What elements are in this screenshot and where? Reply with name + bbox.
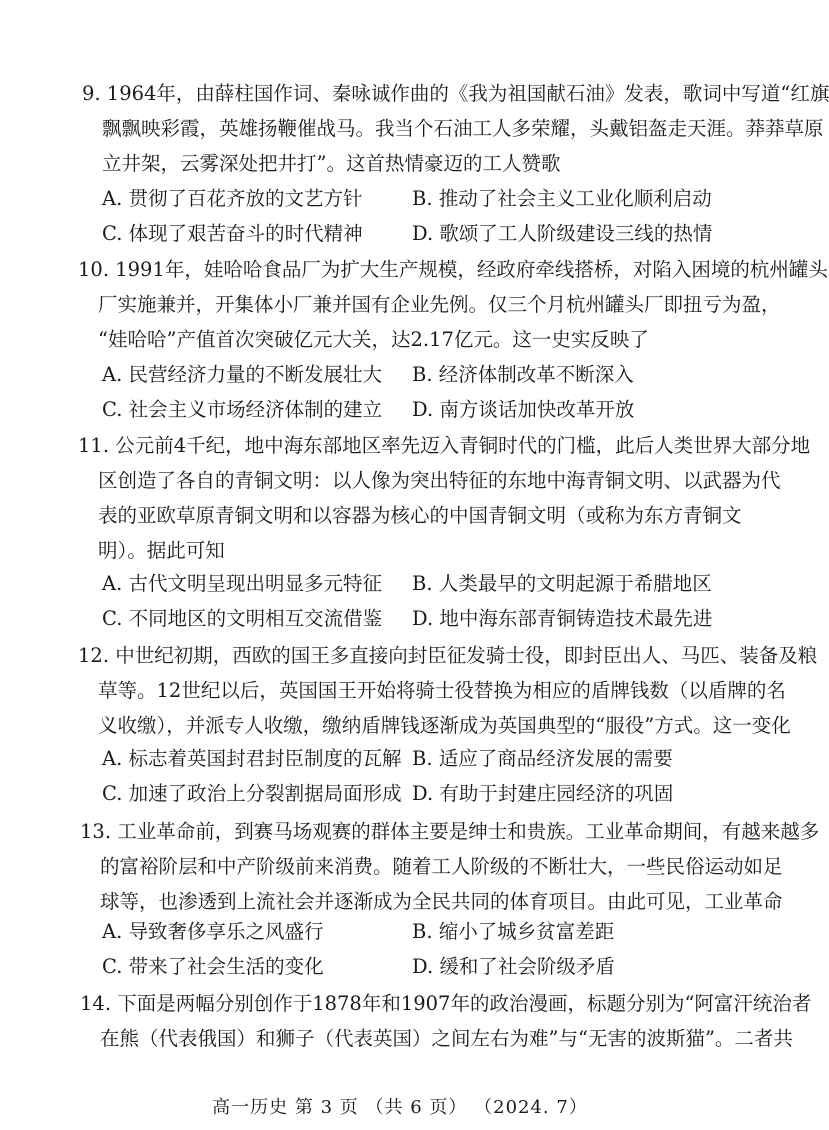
- question-10-line-3: “娃哈哈”产值首次突破亿元大关，达2.17亿元。这一史实反映了: [98, 328, 649, 351]
- question-9-line-1: 9. 1964年，由薛柱国作词、秦咏诚作曲的《我为祖国献石油》发表，歌词中写道“红旗: [82, 82, 829, 105]
- option-d: D. 南方谈话加快改革开放: [412, 398, 635, 421]
- question-11-line-1: 11. 公元前4千纪，地中海东部地区率先迈入青铜时代的门槛，此后人类世界大部分地: [78, 434, 811, 457]
- question-13: [80, 814, 820, 919]
- question-10-options: [102, 357, 742, 427]
- option-row: [102, 566, 742, 601]
- question-13-line-3: 球等，也渗透到上流社会并逐渐成为全民共同的体育项目。由此可见，工业革命: [100, 890, 783, 913]
- option-d: D. 有助于封建庄园经济的巩固: [412, 782, 674, 805]
- question-14-line-2: 在熊（代表俄国）和狮子（代表英国）之间左右为难”与“无害的波斯猫”。二者共: [100, 1027, 793, 1050]
- option-row: [102, 776, 742, 811]
- question-9: [82, 76, 829, 181]
- question-9-line-3: 立井架，云雾深处把井打”。这首热情豪迈的工人赞歌: [102, 152, 561, 175]
- question-10-line-1: 10. 1991年，娃哈哈食品厂为扩大生产规模，经政府牵线搭桥，对陷入困境的杭州罐头: [78, 258, 828, 281]
- option-c: C. 不同地区的文明相互交流借鉴: [102, 607, 383, 630]
- option-c: C. 体现了艰苦奋斗的时代精神: [102, 222, 363, 245]
- option-d: D. 缓和了社会阶级矛盾: [412, 955, 615, 978]
- option-c: C. 社会主义市场经济体制的建立: [102, 398, 383, 421]
- option-d: D. 歌颂了工人阶级建设三线的热情: [412, 222, 713, 245]
- question-14-line-1: 14. 下面是两幅分别创作于1878年和1907年的政治漫画，标题分别为“阿富汗统治者: [80, 992, 812, 1015]
- question-11-line-2: 区创造了各自的青铜文明：以人像为突出特征的东地中海青铜文明、以武器为代: [98, 469, 781, 492]
- question-9-line-2: 飘飘映彩霞，英雄扬鞭催战马。我当个石油工人多荣耀，头戴铝盔走天涯。莽莽草原: [102, 117, 824, 140]
- question-11-line-3: 表的亚欧草原青铜文明和以容器为核心的中国青铜文明（或称为东方青铜文: [98, 504, 742, 527]
- option-b: B. 缩小了城乡贫富差距: [412, 920, 615, 943]
- option-b: B. 人类最早的文明起源于希腊地区: [412, 572, 712, 595]
- question-9-options: [102, 181, 742, 251]
- question-14: [80, 986, 812, 1056]
- option-a: A. 导致奢侈享乐之风盛行: [102, 920, 324, 943]
- option-b: B. 推动了社会主义工业化顺利启动: [412, 187, 712, 210]
- option-row: [102, 914, 742, 949]
- question-12-line-3: 义收缴），并派专人收缴，缴纳盾牌钱逐渐成为英国典型的“服役”方式。这一变化: [98, 714, 791, 737]
- option-c: C. 带来了社会生活的变化: [102, 955, 324, 978]
- option-b: B. 经济体制改革不断深入: [412, 363, 634, 386]
- question-11-options: [102, 566, 742, 636]
- question-10: [78, 252, 828, 357]
- option-a: A. 标志着英国封君封臣制度的瓦解: [102, 747, 402, 770]
- option-row: [102, 741, 742, 776]
- option-row: [102, 601, 742, 636]
- question-13-options: [102, 914, 742, 984]
- option-a: A. 古代文明呈现出明显多元特征: [102, 572, 382, 595]
- option-row: [102, 392, 742, 427]
- option-row: [102, 949, 742, 984]
- question-12-options: [102, 741, 742, 811]
- question-11: [78, 428, 811, 568]
- question-12-line-2: 草等。12世纪以后，英国国王开始将骑士役替换为相应的盾牌钱数（以盾牌的名: [98, 679, 786, 702]
- question-13-line-1: 13. 工业革命前，到赛马场观赛的群体主要是绅士和贵族。工业革命期间，有越来越多: [80, 820, 820, 843]
- question-13-line-2: 的富裕阶层和中产阶级前来消费。随着工人阶级的不断壮大，一些民俗运动如足: [100, 855, 783, 878]
- question-11-line-4: 明）。据此可知: [98, 539, 225, 562]
- page-footer: 高一历史 第 3 页 （共 6 页） （2024. 7）: [212, 1097, 588, 1118]
- option-a: A. 贯彻了百花齐放的文艺方针: [102, 187, 363, 210]
- question-12-line-1: 12. 中世纪初期，西欧的国王多直接向封臣征发骑士役，即封臣出人、马匹、装备及粮: [78, 644, 818, 667]
- option-a: A. 民营经济力量的不断发展壮大: [102, 363, 382, 386]
- option-row: [102, 181, 742, 216]
- option-row: [102, 357, 742, 392]
- option-b: B. 适应了商品经济发展的需要: [412, 747, 673, 770]
- option-c: C. 加速了政治上分裂割据局面形成: [102, 782, 402, 805]
- option-row: [102, 216, 742, 251]
- option-d: D. 地中海东部青铜铸造技术最先进: [412, 607, 713, 630]
- question-12: [78, 638, 818, 743]
- question-10-line-2: 厂实施兼并，开集体小厂兼并国有企业先例。仅三个月杭州罐头厂即扭亏为盈，: [98, 293, 781, 316]
